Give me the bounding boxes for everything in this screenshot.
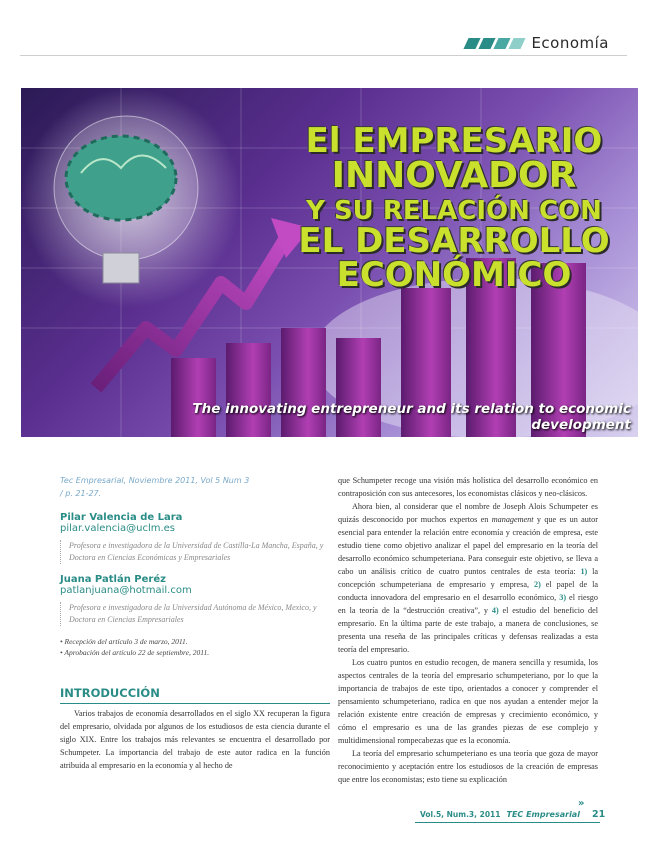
text-span: la concepción schumpeteriana de empresario y empresa, <box>338 567 598 589</box>
author-email[interactable]: patlanjuana@hotmail.com <box>60 585 192 596</box>
footer <box>420 809 605 820</box>
list-number: 2) <box>534 580 541 589</box>
received-date: • Recepción del artículo 3 de marzo, 2011. <box>60 636 330 647</box>
article-title <box>279 121 629 295</box>
text-span: Ahora bien, al considerar que el nombre de Joseph Alois Schumpeter es quizás desconocido por muchos expertos en <box>338 502 598 524</box>
publication-name: TEC Empresarial <box>506 810 580 819</box>
article-subtitle: The innovating entrepreneur and its relation to economic development <box>192 401 631 433</box>
body-paragraph: La teoría del empresario schumpeteriano es una teoría que goza de mayor reconocimiento y aceptación entre los estudiosos de la creación de empresas que entre los economistas; esto tiene su explicación <box>338 749 598 784</box>
title-line: El EMPRESARIO <box>305 121 603 161</box>
title-line: EL DESARROLLO <box>298 221 610 261</box>
page-number: 21 <box>591 809 606 820</box>
title-line: INNOVADOR <box>331 155 577 196</box>
list-number: 1) <box>580 567 588 576</box>
citation-line: / p. 21-27. <box>60 489 102 498</box>
body-paragraph: que Schumpeter recoge una visión más holística del desarrollo económico en contraposición con sus antecesores, los economistas clásicos y neo-clásicos. <box>338 476 598 498</box>
body-paragraph <box>338 500 598 656</box>
author-affiliation: Profesora e investigadora de la Universidad de Castilla-La Mancha, España, y Doctora en Ciencias Económicas y Empresariales <box>60 540 330 564</box>
footer-divider <box>415 822 600 823</box>
list-number: 3) <box>559 593 567 602</box>
text-span: el riesgo en la teoría de la “destrucción creativa”, y <box>338 593 598 615</box>
list-number: 4) <box>491 606 499 615</box>
right-column <box>338 474 598 786</box>
author-email[interactable]: pilar.valencia@uclm.es <box>60 523 176 534</box>
citation-line: Tec Empresarial, Noviembre 2011, Vol 5 Num 3 <box>60 476 250 485</box>
text-span: el papel de la conducta innovadora del empresario en el desarrollo económico, <box>338 580 598 602</box>
article-dates <box>60 636 330 658</box>
title-line: Y SU RELACIÓN CON <box>306 196 602 226</box>
heading-divider <box>60 703 330 704</box>
issue-info: Vol.5, Num.3, 2011 <box>420 810 501 819</box>
emphasis: management <box>491 515 534 524</box>
author-affiliation: Profesora e investigadora de la Universidad Autónoma de México, Mexico, y Doctora en Ciencias Empresariales <box>60 602 330 626</box>
section-heading: INTRODUCCIÓN <box>60 686 160 700</box>
author-name: Pilar Valencia de Lara <box>60 512 183 523</box>
text-span: el estudio del beneficio del empresario. En la última parte de este trabajo, a manera de conclusiones, se presenta una reseña de las principales críticas y defensas realizadas a esta teoría del empresario. <box>338 606 598 654</box>
hero-image <box>21 88 638 437</box>
intro-paragraph: Varios trabajos de economía desarrollados en el siglo XX recuperan la figura del empresario, olvidada por algunos de los estudiosos de esta ciencia durante el siglo XIX. Entre los trabajos más relevantes se encuentra el desarrollado por Schumpeter. La importancia del trabajo de este autor radica en la función atribuida al empresario en la economía y al hecho de <box>60 709 330 770</box>
citation <box>60 474 330 500</box>
section-stripes-icon <box>466 38 523 49</box>
title-line: ECONÓMICO <box>336 255 572 295</box>
section-name: Economía <box>531 34 609 52</box>
text-span: y que es un autor esencial para entender la relación entre economía y creación de empresa, este estudio tiene como objetivo analizar el papel del empresario en la teoría del desarrollo económico schumpeteriana. Para conseguir este objetivo, se lleva a cabo un análisis crítico de cuatro puntos centrales de esta teoría: <box>338 515 598 576</box>
author-name: Juana Patlán Peréz <box>60 574 166 585</box>
body-paragraph: Los cuatro puntos en estudio recogen, de manera sencilla y resumida, los aspectos centrales de la teoría del empresario schumpeteriano, por lo que la importancia de trabajos de este tipo, orientados a conocer y comprender el pensamiento schumpeteriano, radica en que nos ayudan a entender mejor la relación existente entre creación de empresas y crecimiento económico, y cómo el empresario es una de las grandes piezas de ese complejo y multidimensional rompecabezas que es la economía. <box>338 658 598 745</box>
approved-date: • Aprobación del artículo 22 de septiembre, 2011. <box>60 647 330 658</box>
header-divider <box>20 55 627 56</box>
left-column <box>60 474 330 772</box>
section-tag <box>466 34 609 52</box>
continue-arrow-icon: » <box>578 798 585 809</box>
